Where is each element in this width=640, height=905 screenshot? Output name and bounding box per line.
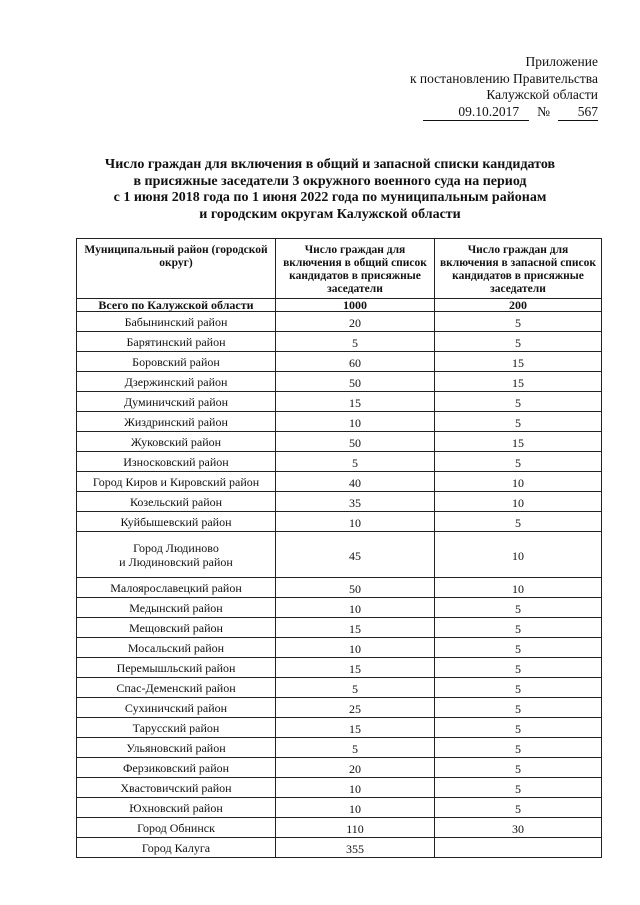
- cell-reserve: [435, 838, 602, 858]
- header-reserve-list: Число граждан для включения в запасной список кандидатов в присяжные заседатели: [435, 239, 602, 299]
- number-sign: №: [537, 103, 550, 119]
- table-row: [77, 372, 602, 392]
- cell-general: 35: [276, 492, 435, 512]
- cell-reserve: 5: [435, 638, 602, 658]
- cell-municipality: Ульяновский район: [77, 738, 276, 758]
- table-row: [77, 412, 602, 432]
- table-row: [77, 698, 602, 718]
- cell-reserve: 5: [435, 678, 602, 698]
- cell-municipality: Город Киров и Кировский район: [77, 472, 276, 492]
- cell-general: 5: [276, 678, 435, 698]
- cell-municipality: Козельский район: [77, 492, 276, 512]
- cell-general: 50: [276, 372, 435, 392]
- title-line: Число граждан для включения в общий и запасной списки кандидатов: [104, 157, 556, 172]
- appendix-resolution: к постановлению Правительства: [409, 70, 598, 86]
- cell-municipality: Думиничский район: [77, 392, 276, 412]
- cell-reserve: 5: [435, 758, 602, 778]
- total-general: 1000: [276, 299, 435, 312]
- cell-reserve: 10: [435, 578, 602, 598]
- cell-general: 355: [276, 838, 435, 858]
- cell-reserve: 5: [435, 658, 602, 678]
- cell-general: 5: [276, 738, 435, 758]
- resolution-date: 09.10.2017: [423, 104, 529, 122]
- cell-municipality: Хвастовичский район: [77, 778, 276, 798]
- cell-general: 25: [276, 698, 435, 718]
- cell-general: 10: [276, 412, 435, 432]
- cell-municipality: Город Людиново и Людиновский район: [77, 532, 276, 578]
- cell-reserve: 5: [435, 778, 602, 798]
- cell-municipality: Мещовский район: [77, 618, 276, 638]
- cell-reserve: 15: [435, 372, 602, 392]
- total-row: [77, 299, 602, 312]
- cell-general: 20: [276, 312, 435, 332]
- appendix-region: Калужской области: [486, 87, 598, 102]
- cell-municipality: Бабынинский район: [77, 312, 276, 332]
- cell-municipality: Ферзиковский район: [77, 758, 276, 778]
- table-row: [77, 658, 602, 678]
- cell-reserve: 5: [435, 718, 602, 738]
- cell-general: 15: [276, 658, 435, 678]
- document-title: [70, 157, 590, 223]
- cell-reserve: 10: [435, 492, 602, 512]
- cell-reserve: 5: [435, 412, 602, 432]
- cell-general: 15: [276, 392, 435, 412]
- title-line: в присяжные заседатели 3 окружного военного суда на период: [133, 173, 527, 189]
- table-row: [77, 598, 602, 618]
- cell-municipality: Барятинский район: [77, 332, 276, 352]
- table-row: [77, 798, 602, 818]
- cell-general: 110: [276, 818, 435, 838]
- cell-general: 15: [276, 718, 435, 738]
- citizens-table: [76, 238, 602, 858]
- cell-general: 10: [276, 798, 435, 818]
- cell-general: 10: [276, 598, 435, 618]
- header-municipality: Муниципальный район (городской округ): [77, 239, 276, 299]
- table-row: [77, 638, 602, 658]
- cell-municipality: Жуковский район: [77, 432, 276, 452]
- cell-general: 50: [276, 432, 435, 452]
- cell-reserve: 15: [435, 352, 602, 372]
- cell-general: 20: [276, 758, 435, 778]
- table-header-row: [77, 239, 602, 299]
- table-row: [77, 778, 602, 798]
- cell-general: 10: [276, 512, 435, 532]
- cell-reserve: 15: [435, 432, 602, 452]
- table-row: [77, 678, 602, 698]
- table-row: [77, 818, 602, 838]
- table-row: [77, 838, 602, 858]
- title-line: с 1 июня 2018 года по 1 июня 2022 года по муниципальным районам: [113, 190, 547, 205]
- table-row: [77, 512, 602, 532]
- cell-reserve: 5: [435, 332, 602, 352]
- title-line: и городским округам Калужской области: [199, 206, 461, 222]
- cell-general: 5: [276, 332, 435, 352]
- table-row: [77, 352, 602, 372]
- appendix-number-line: [410, 104, 598, 122]
- total-name: Всего по Калужской области: [77, 299, 276, 312]
- cell-general: 45: [276, 532, 435, 578]
- cell-reserve: 5: [435, 798, 602, 818]
- table-row: [77, 618, 602, 638]
- cell-reserve: 5: [435, 512, 602, 532]
- cell-reserve: 5: [435, 738, 602, 758]
- resolution-number: 567: [558, 104, 598, 122]
- cell-general: 10: [276, 778, 435, 798]
- cell-municipality: Тарусский район: [77, 718, 276, 738]
- cell-municipality: Медынский район: [77, 598, 276, 618]
- cell-municipality: Боровский район: [77, 352, 276, 372]
- cell-general: 60: [276, 352, 435, 372]
- header-general-list: Число граждан для включения в общий список кандидатов в присяжные заседатели: [276, 239, 435, 299]
- table-row: [77, 492, 602, 512]
- cell-municipality: Износковский район: [77, 452, 276, 472]
- cell-reserve: 5: [435, 312, 602, 332]
- table-row: [77, 472, 602, 492]
- cell-reserve: 10: [435, 532, 602, 578]
- cell-general: 15: [276, 618, 435, 638]
- table-row: [77, 718, 602, 738]
- total-reserve: 200: [435, 299, 602, 312]
- cell-reserve: 5: [435, 698, 602, 718]
- cell-municipality: Юхновский район: [77, 798, 276, 818]
- cell-municipality: Мосальский район: [77, 638, 276, 658]
- cell-municipality: Спас-Деменский район: [77, 678, 276, 698]
- cell-general: 5: [276, 452, 435, 472]
- cell-municipality: Перемышльский район: [77, 658, 276, 678]
- table-row: [77, 332, 602, 352]
- cell-reserve: 30: [435, 818, 602, 838]
- cell-municipality: Малоярославецкий район: [77, 578, 276, 598]
- table-row: [77, 758, 602, 778]
- table-row: [77, 532, 602, 578]
- cell-reserve: 5: [435, 392, 602, 412]
- cell-municipality: Сухиничский район: [77, 698, 276, 718]
- table-row: [77, 738, 602, 758]
- table-row: [77, 452, 602, 472]
- cell-reserve: 5: [435, 618, 602, 638]
- table-row: [77, 578, 602, 598]
- table-row: [77, 312, 602, 332]
- cell-reserve: 10: [435, 472, 602, 492]
- cell-reserve: 5: [435, 452, 602, 472]
- cell-municipality: Дзержинский район: [77, 372, 276, 392]
- cell-municipality: Город Обнинск: [77, 818, 276, 838]
- cell-general: 10: [276, 638, 435, 658]
- cell-reserve: 5: [435, 598, 602, 618]
- cell-municipality: Город Калуга: [77, 838, 276, 858]
- cell-municipality: Куйбышевский район: [77, 512, 276, 532]
- cell-municipality: Жиздринский район: [77, 412, 276, 432]
- cell-general: 40: [276, 472, 435, 492]
- appendix-label: Приложение: [525, 54, 598, 69]
- table-row: [77, 392, 602, 412]
- appendix-block: [410, 54, 598, 121]
- table-row: [77, 432, 602, 452]
- cell-general: 50: [276, 578, 435, 598]
